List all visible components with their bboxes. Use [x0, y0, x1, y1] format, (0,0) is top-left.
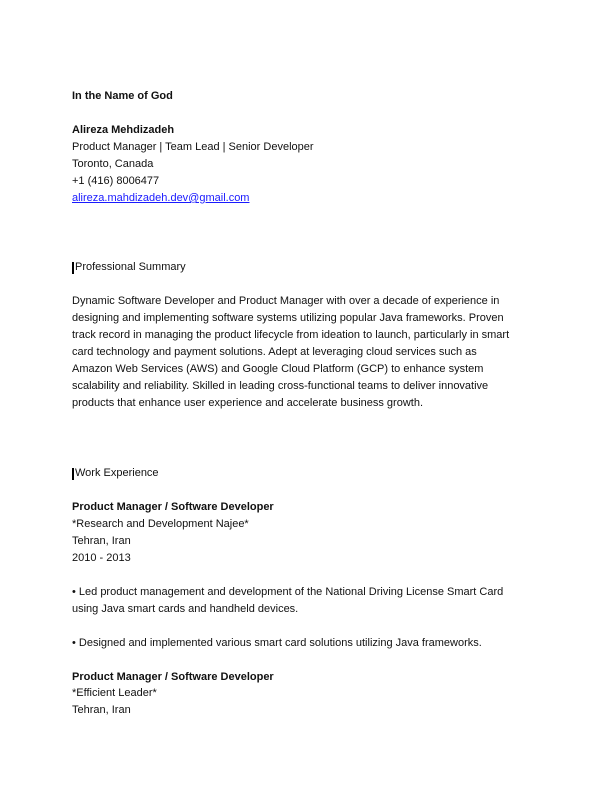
- job-bullet: • Designed and implemented various smart card solutions utilizing Java frameworks.: [72, 637, 482, 649]
- summary-line: scalability and reliability. Skilled in leading cross-functional teams to deliver innovative: [72, 380, 489, 392]
- job-role: Product Manager / Software Developer: [72, 501, 274, 513]
- job-company: *Research and Development Najee*: [72, 518, 249, 530]
- job-location: Tehran, Iran: [72, 704, 131, 716]
- section-heading-experience: Work Experience: [72, 465, 159, 482]
- summary-line: track record in managing the product lifecycle from ideation to launch, particularly in smart: [72, 329, 510, 341]
- job-bullet: • Led product management and development of the National Driving License Smart Card: [72, 586, 504, 598]
- candidate-name: Alireza Mehdizadeh: [72, 124, 175, 136]
- summary-line: Amazon Web Services (AWS) and Google Cloud Platform (GCP) to enhance system: [72, 363, 484, 375]
- summary-line: products that enhance user experience and accelerate business growth.: [72, 397, 423, 409]
- invocation: In the Name of God: [72, 90, 173, 102]
- summary-line: card technology and payment solutions. Adept at leveraging cloud services such as: [72, 346, 477, 358]
- candidate-phone: +1 (416) 8006477: [72, 175, 160, 187]
- summary-line: designing and implementing software systems utilizing popular Java frameworks. Proven: [72, 312, 504, 324]
- job-dates: 2010 - 2013: [72, 552, 131, 564]
- job-location: Tehran, Iran: [72, 535, 131, 547]
- job-bullet-continued: using Java smart cards and handheld devices.: [72, 603, 299, 615]
- job-role: Product Manager / Software Developer: [72, 671, 274, 683]
- email-link[interactable]: alireza.mahdizadeh.dev@gmail.com: [72, 192, 250, 204]
- section-heading-summary: Professional Summary: [72, 259, 186, 276]
- summary-line: Dynamic Software Developer and Product Manager with over a decade of experience in: [72, 295, 500, 307]
- job-company: *Efficient Leader*: [72, 687, 157, 699]
- candidate-location: Toronto, Canada: [72, 158, 154, 170]
- candidate-title: Product Manager | Team Lead | Senior Developer: [72, 141, 314, 153]
